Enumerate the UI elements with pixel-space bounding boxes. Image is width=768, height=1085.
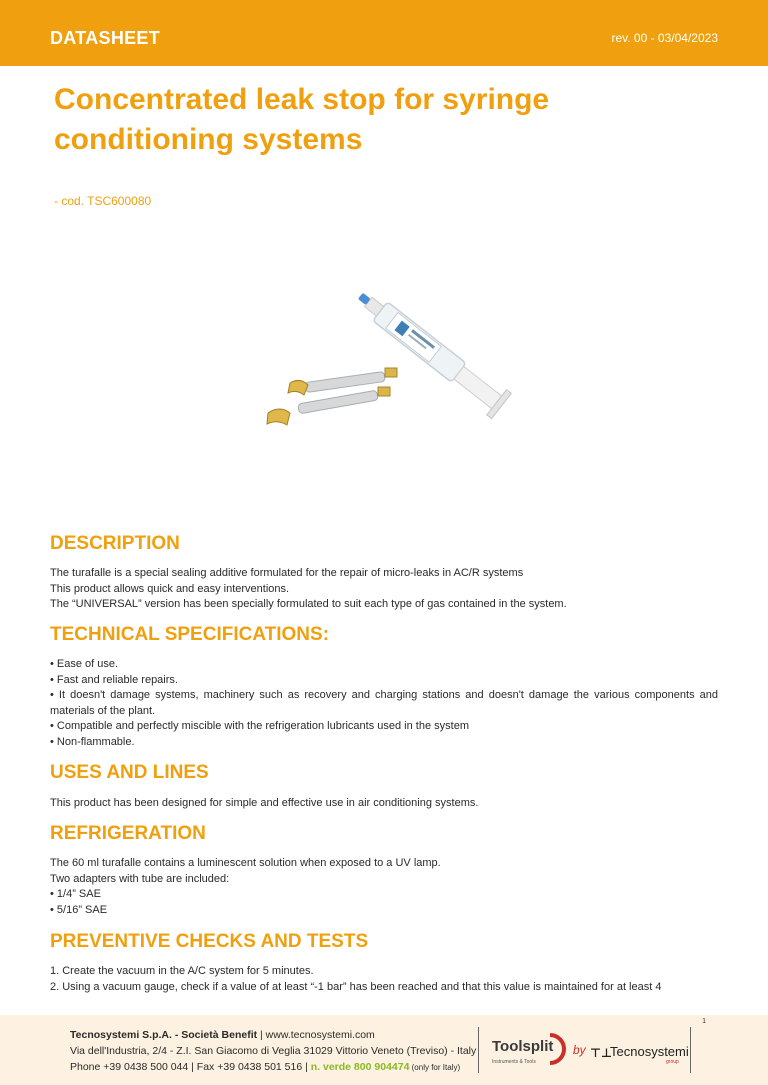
tecnosystemi-mark-icon: ⊤⊥ xyxy=(590,1046,612,1060)
product-code: - cod. TSC600080 xyxy=(54,194,152,208)
toolsplit-logo-text: Toolsplit xyxy=(492,1038,554,1055)
revision-label: rev. 00 - 03/04/2023 xyxy=(611,31,718,45)
page-title xyxy=(54,80,654,160)
product-image xyxy=(250,285,540,475)
toolsplit-logo-subtext: Instruments & Tools xyxy=(492,1059,536,1065)
spec-item: • It doesn't damage systems, machinery such as recovery and charging stations and doesn't damage the various components and materials of the plant. xyxy=(50,689,718,717)
refrigeration-line: Two adapters with tube are included: xyxy=(50,872,230,885)
footer-divider xyxy=(690,1027,691,1073)
doc-type-label: DATASHEET xyxy=(50,28,161,48)
tech-specs-list xyxy=(50,657,718,751)
footer-divider xyxy=(478,1027,479,1073)
company-name: Tecnosystemi S.p.A. - Società Benefit xyxy=(70,1029,258,1041)
tecnosystemi-logo-text: Tecnosystemi xyxy=(610,1044,689,1059)
refrigeration-line: • 5/16” SAE xyxy=(50,903,108,916)
toll-free-number: n. verde 800 904474 xyxy=(310,1061,410,1073)
refrigeration-line: • 1/4” SAE xyxy=(50,888,101,901)
company-website: | www.tecnosystemi.com xyxy=(257,1029,375,1041)
description-text xyxy=(50,566,718,613)
spec-item: • Compatible and perfectly miscible with the refrigeration lubricants used in the system xyxy=(50,720,469,733)
refrigeration-text xyxy=(50,856,718,918)
spec-item: • Ease of use. xyxy=(50,658,119,670)
check-line: 2. Using a vacuum gauge, check if a value of at least “-1 bar” has been reached and that this value is maintained for at least 4 xyxy=(50,980,662,993)
logo-by-label: by xyxy=(573,1043,586,1057)
footer xyxy=(0,1015,768,1085)
uses-heading: USES AND LINES xyxy=(50,762,209,783)
description-heading: DESCRIPTION xyxy=(50,533,180,554)
header-bar xyxy=(0,0,768,66)
checks-text xyxy=(50,964,718,995)
spec-item: • Fast and reliable repairs. xyxy=(50,673,178,686)
page-number: 1 xyxy=(702,1018,706,1025)
tecnosystemi-logo xyxy=(590,1039,689,1067)
title-line-1: Concentrated leak stop for syringe xyxy=(54,83,550,116)
refrigeration-heading: REFRIGERATION xyxy=(50,823,206,844)
title-line-2: conditioning systems xyxy=(54,123,363,156)
tech-specs-heading: TECHNICAL SPECIFICATIONS: xyxy=(50,624,330,645)
tecnosystemi-logo-subtext: group xyxy=(666,1059,679,1065)
description-line: The “UNIVERSAL” version has been specially formulated to suit each type of gas contained in the system. xyxy=(50,598,567,611)
description-line: The turafalle is a special sealing additive formulated for the repair of micro-leaks in AC/R systems xyxy=(50,567,524,579)
checks-heading: PREVENTIVE CHECKS AND TESTS xyxy=(50,931,369,952)
company-info xyxy=(70,1027,476,1076)
check-line: 1. Create the vacuum in the A/C system for 5 minutes. xyxy=(50,965,314,977)
refrigeration-line: The 60 ml turafalle contains a luminescent solution when exposed to a UV lamp. xyxy=(50,857,441,869)
description-line: This product allows quick and easy interventions. xyxy=(50,582,290,595)
toll-free-note: (only for Italy) xyxy=(409,1063,461,1072)
company-phone: Phone +39 0438 500 044 | Fax +39 0438 501 516 | xyxy=(70,1061,311,1073)
spec-item: • Non-flammable. xyxy=(50,735,135,748)
toolsplit-logo xyxy=(490,1029,570,1069)
uses-text: This product has been designed for simple and effective use in air conditioning systems. xyxy=(50,797,479,809)
company-address: Via dell'Industria, 2/4 - Z.I. San Giacomo di Veglia 31029 Vittorio Veneto (Treviso) - Italy xyxy=(70,1045,477,1057)
